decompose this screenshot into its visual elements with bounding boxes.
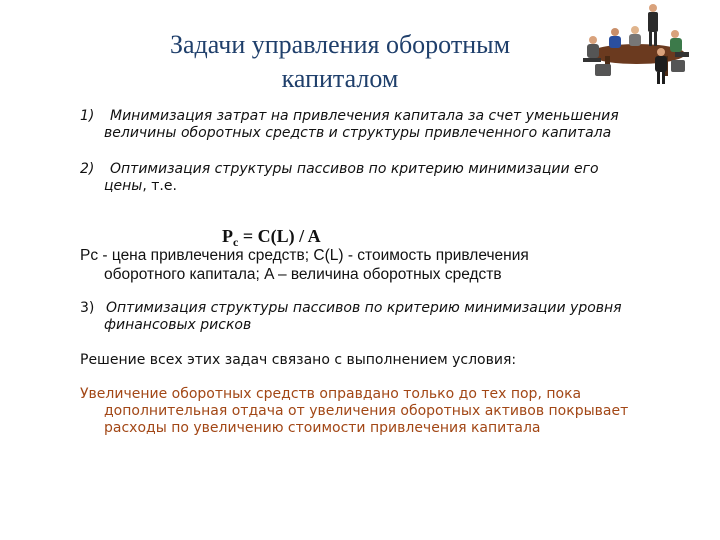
formula <box>222 226 321 247</box>
slide-title <box>110 28 570 96</box>
title-line-2: капиталом <box>281 64 399 93</box>
task-text-line-1: Оптимизация структуры пассивов по критерию минимизации его <box>110 161 599 177</box>
task-text-line-2: величины оборотных средств и структуры привлеченного капитала <box>104 125 612 141</box>
task-text-line-2: финансовых рисков <box>104 317 252 333</box>
task-number: 1) <box>80 108 95 124</box>
task-text-normal: , т.е. <box>142 178 177 194</box>
task-text-italic: цены <box>104 178 143 194</box>
definition-line-2: оборотного капитала; A – величина оборотных средств <box>104 266 502 283</box>
conclusion <box>80 386 700 437</box>
task-text-line-1: Минимизация затрат на привлечения капитала за счет уменьшения <box>110 108 619 124</box>
conclusion-line-1: Увеличение оборотных средств оправдано только до тех пор, пока <box>80 386 582 402</box>
task-item-2 <box>80 161 680 195</box>
task-item-3 <box>80 300 680 334</box>
title-line-1: Задачи управления оборотным <box>169 30 511 59</box>
conclusion-line-2: дополнительная отдача от увеличения оборотных активов покрывает <box>104 403 629 419</box>
task-text-line-1: Оптимизация структуры пассивов по критерию минимизации уровня <box>106 300 622 316</box>
conclusion-line-3: расходы по увеличению стоимости привлечения капитала <box>104 420 541 436</box>
formula-lhs: P <box>222 226 233 246</box>
task-number: 3) <box>80 300 95 316</box>
task-item-1 <box>80 108 680 142</box>
solution-text: Решение всех этих задач связано с выполнением условия: <box>80 352 517 368</box>
meeting-clipart-icon <box>575 2 695 94</box>
task-number: 2) <box>80 161 95 177</box>
definition-line-1: Pc - цена привлечения средств; C(L) - стоимость привлечения <box>80 247 529 264</box>
formula-lhs-subscript: c <box>233 235 239 249</box>
formula-definition <box>80 246 690 284</box>
formula-rhs: = C(L) / A <box>238 226 321 246</box>
